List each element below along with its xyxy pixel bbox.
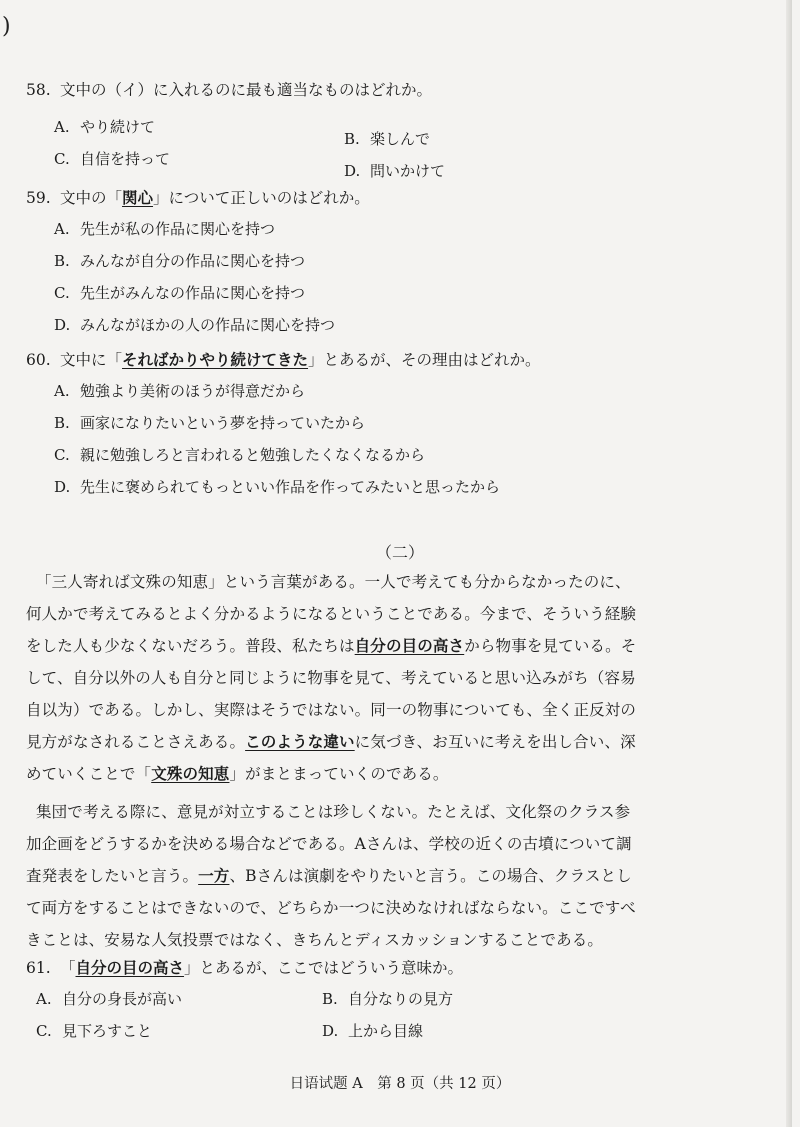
passage-line: 自以为）である。しかし、実際はそうではない。同一の物事についても、全く正反対の	[26, 701, 637, 719]
option-59-c[interactable]: C. 先生がみんなの作品に関心を持つ	[54, 284, 306, 302]
option-61-a[interactable]: A. 自分の身長が高い	[36, 990, 183, 1008]
underlined-phrase: 自分の目の高さ	[354, 636, 465, 655]
passage-line: 査発表をしたいと言う。一方、Bさんは演劇をやりたいと言う。この場合、クラスとし	[26, 866, 632, 885]
underlined-target: 関心	[122, 188, 154, 207]
option-58-c[interactable]: C. 自信を持って	[54, 150, 171, 168]
question-60: 60. 文中に「そればかりやり続けてきた」とあるが、その理由はどれか。	[26, 350, 541, 369]
question-number: 59.	[26, 189, 51, 207]
option-59-d[interactable]: D. みんながほかの人の作品に関心を持つ	[54, 316, 336, 334]
underlined-target: そればかりやり続けてきた	[122, 350, 309, 369]
question-61: 61. 「自分の目の高さ」とあるが、ここではどういう意味か。	[26, 958, 464, 977]
passage-line: 集団で考える際に、意見が対立することは珍しくない。たとえば、文化祭のクラス参	[36, 803, 631, 821]
option-60-d[interactable]: D. 先生に褒められてもっといい作品を作ってみたいと思ったから	[54, 478, 501, 496]
underlined-target: 自分の目の高さ	[75, 958, 185, 977]
option-61-d[interactable]: D. 上から目線	[322, 1022, 424, 1040]
option-59-a[interactable]: A. 先生が私の作品に関心を持つ	[54, 220, 276, 238]
passage-line: して、自分以外の人も自分と同じように物事を見て、考えていると思い込みがち（容易	[26, 669, 636, 687]
passage-line: をした人も少なくないだろう。普段、私たちは自分の目の高さから物事を見ている。そ	[26, 636, 637, 655]
passage-line: 「三人寄れば文殊の知恵」という言葉がある。一人で考えても分からなかったのに、	[36, 573, 631, 591]
page-footer: 日语试题 A 第 8 页（共 12 页）	[289, 1076, 511, 1092]
underlined-phrase: このような違い	[245, 732, 355, 751]
question-number: 60.	[26, 351, 51, 369]
passage-line: 何人かで考えてみるとよく分かるようになるということである。今まで、そういう経験	[26, 605, 637, 623]
passage-line: て両方をすることはできないので、どちらか一つに決めなければならない。ここですべ	[26, 899, 636, 917]
option-60-b[interactable]: B. 画家になりたいという夢を持っていたから	[54, 414, 366, 432]
section-title: （二）	[375, 543, 424, 562]
option-59-b[interactable]: B. みんなが自分の作品に関心を持つ	[54, 252, 306, 270]
passage-line: めていくことで「文殊の知恵」がまとまっていくのである。	[26, 764, 449, 783]
page-edge-shadow	[786, 0, 792, 1127]
question-number: 61.	[26, 959, 51, 977]
option-60-a[interactable]: A. 勉強より美術のほうが得意だから	[54, 382, 306, 400]
passage-line: 加企画をどうするかを決める場合などである。Aさんは、学校の近くの古墳について調	[26, 835, 632, 853]
option-58-a[interactable]: A. やり続けて	[54, 118, 156, 136]
underlined-phrase: 文殊の知恵	[151, 764, 230, 783]
option-58-d[interactable]: D. 問いかけて	[344, 162, 446, 180]
edge-mark: )	[2, 14, 11, 39]
passage-line: 見方がなされることさえある。このような違いに気づき、お互いに考えを出し合い、深	[26, 732, 636, 751]
option-61-b[interactable]: B. 自分なりの見方	[322, 990, 454, 1008]
option-61-c[interactable]: C. 見下ろすこと	[36, 1022, 153, 1040]
question-number: 58.	[26, 81, 51, 99]
underlined-phrase: 一方	[198, 866, 230, 885]
passage-line: きことは、安易な人気投票ではなく、きちんとディスカッションすることである。	[26, 931, 604, 949]
option-58-b[interactable]: B. 楽しんで	[344, 130, 431, 148]
option-60-c[interactable]: C. 親に勉強しろと言われると勉強したくなくなるから	[54, 446, 426, 464]
question-58	[26, 78, 432, 100]
question-text: 文中の（イ）に入れるのに最も適当なものはどれか。	[60, 81, 433, 99]
question-59: 59. 文中の「関心」について正しいのはどれか。	[26, 188, 370, 207]
